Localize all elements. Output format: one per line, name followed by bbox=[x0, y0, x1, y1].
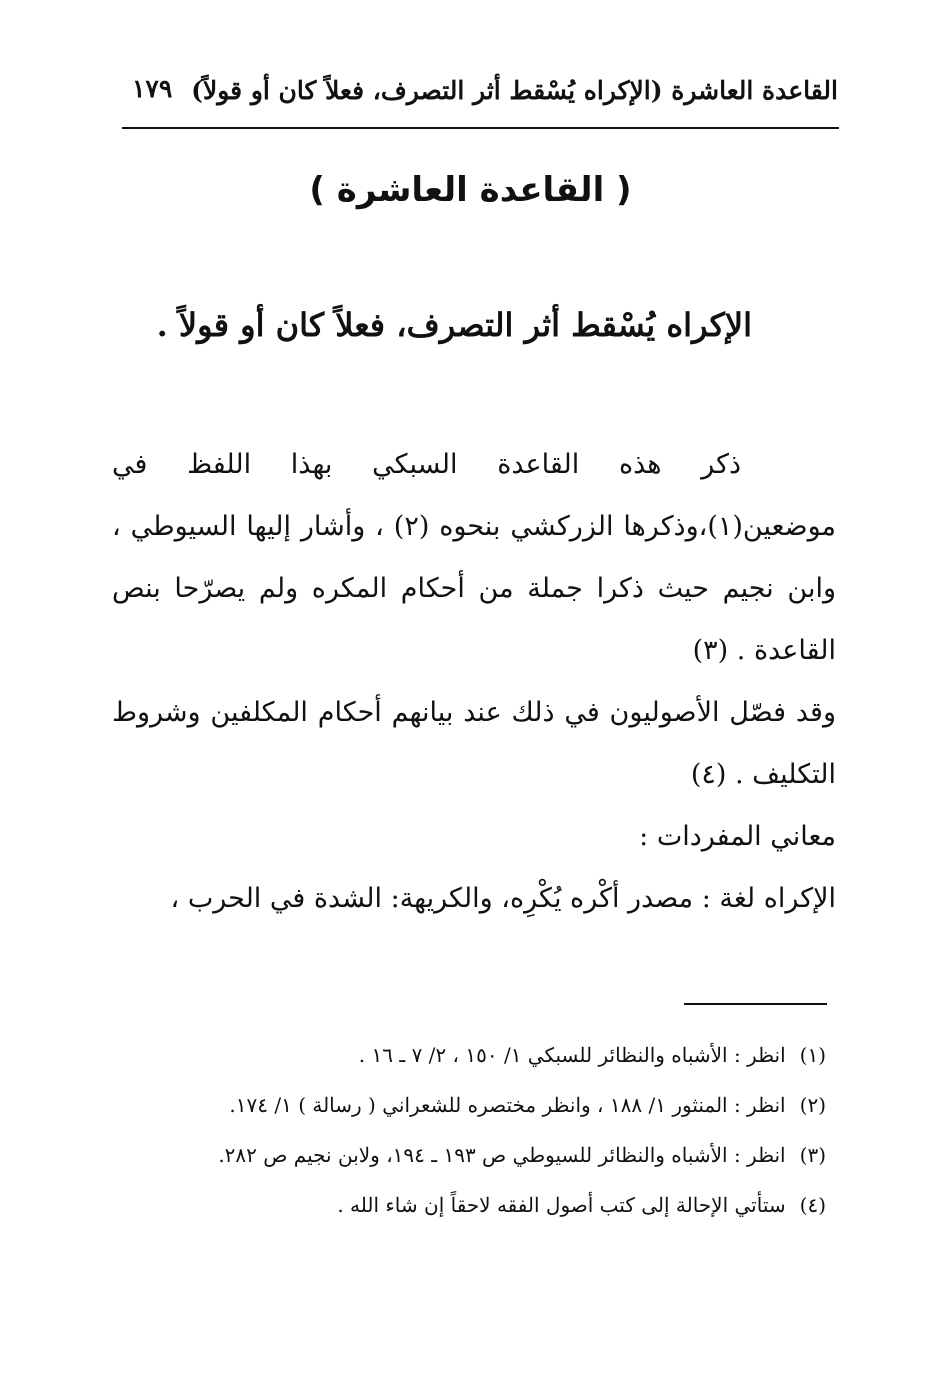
footnote-item bbox=[110, 1080, 826, 1130]
page-number: ١٧٩ bbox=[132, 74, 173, 103]
footnote-number: (١) bbox=[799, 1043, 826, 1067]
footnote-number: (٤) bbox=[799, 1193, 826, 1217]
subheading-vocabulary: معاني المفردات : bbox=[639, 821, 836, 852]
running-header bbox=[120, 72, 838, 116]
paragraph-ikrah-definition: الإكراه لغة : مصدر أكْره يُكْرِه، والكريهة: الشدة في الحرب ، bbox=[170, 883, 836, 914]
footnotes-list bbox=[110, 1030, 826, 1230]
footnote-item bbox=[110, 1030, 826, 1080]
footnote-text: انظر : المنثور ١/ ١٨٨ ، وانظر مختصره للشعراني ( رسالة ) ١/ ١٧٤. bbox=[229, 1093, 786, 1117]
rule-statement: الإكراه يُسْقط أثر التصرف، فعلاً كان أو قولاً . bbox=[156, 306, 752, 344]
footnote-text: ستأتي الإحالة إلى كتب أصول الفقه لاحقاً إن شاء الله . bbox=[337, 1193, 786, 1217]
header-divider bbox=[122, 127, 839, 129]
footnote-number: (٣) bbox=[799, 1143, 826, 1167]
footnote-number: (٢) bbox=[799, 1093, 826, 1117]
rule-title: ( القاعدة العاشرة ) bbox=[309, 170, 632, 210]
footnote-item bbox=[110, 1180, 826, 1230]
paragraph-intro: ذكر هذه القاعدة السبكي بهذا اللفظ في موضعين(١)،وذكرها الزركشي بنحوه (٢) ، وأشار إليها السيوطي ، وابن نجيم حيث ذكرا جملة من أحكام المكره ولم يصرّحا بنص القاعدة . (٣) bbox=[112, 449, 836, 666]
footnote-text: انظر : الأشباه والنظائر للسيوطي ص ١٩٣ ـ ١٩٤، ولابن نجيم ص ٢٨٢. bbox=[218, 1143, 786, 1167]
paragraph-usul: وقد فصّل الأصوليون في ذلك عند بيانهم أحكام المكلفين وشروط التكليف . (٤) bbox=[112, 697, 836, 790]
running-title: القاعدة العاشرة (الإكراه يُسْقط أثر التصرف، فعلاً كان أو قولاً) bbox=[191, 76, 838, 105]
footnote-item bbox=[110, 1130, 826, 1180]
footnote-divider bbox=[684, 1003, 827, 1005]
footnote-text: انظر : الأشباه والنظائر للسبكي ١/ ١٥٠ ، ٢/ ٧ ـ ١٦ . bbox=[358, 1043, 786, 1067]
body-text bbox=[112, 434, 836, 930]
